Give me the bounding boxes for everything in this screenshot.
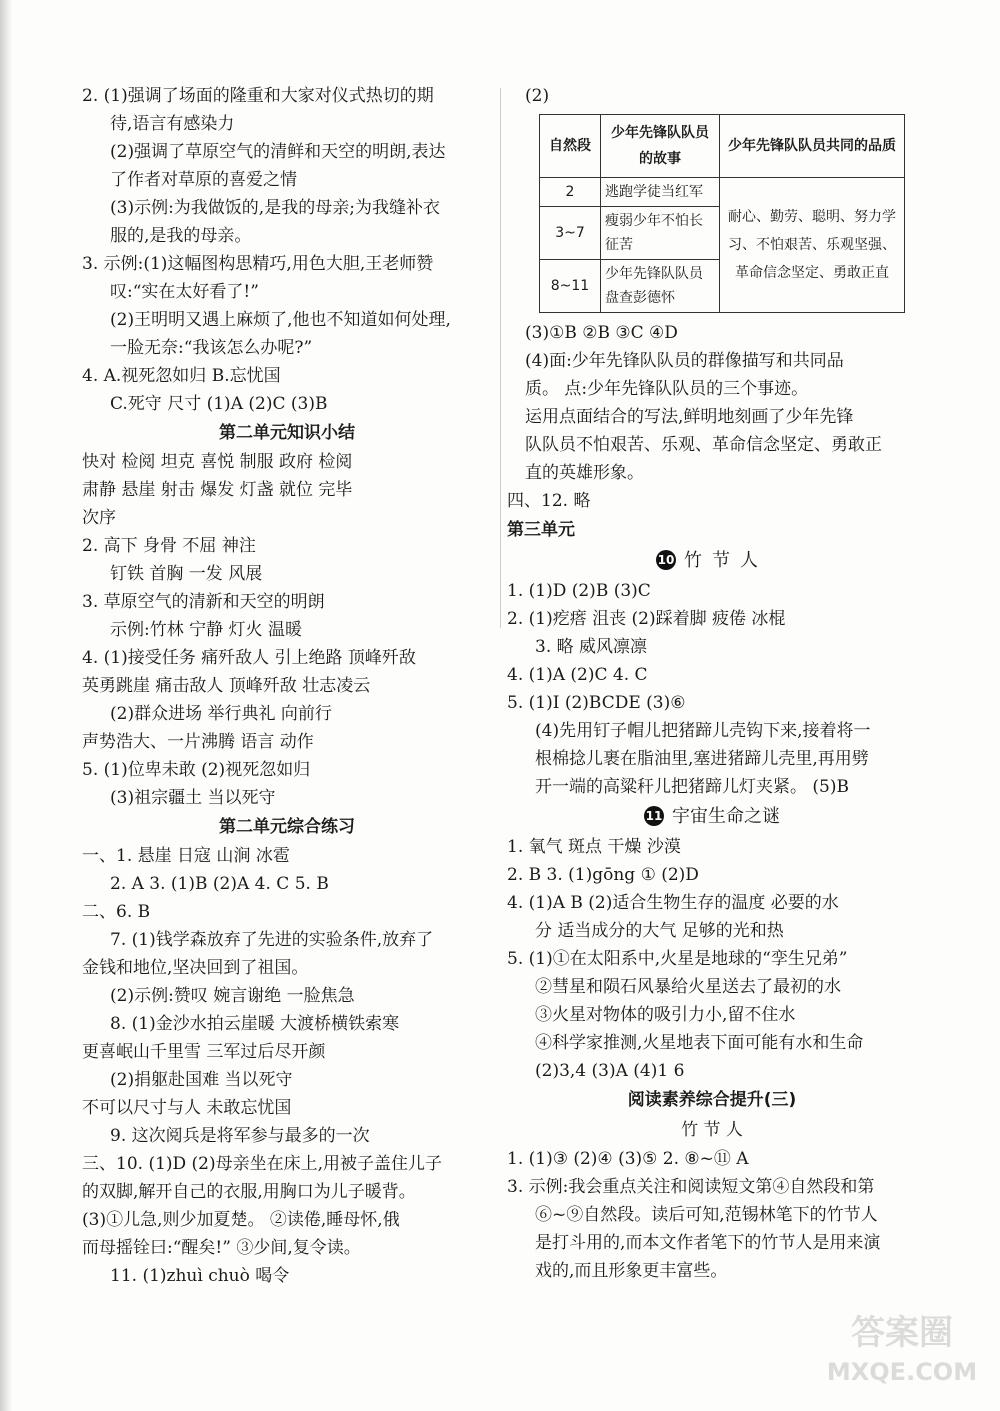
reading-subtitle: 竹 节 人 bbox=[681, 1120, 743, 1140]
text-line: 不可以尺寸与人 未敢忘忧国 bbox=[82, 1098, 292, 1118]
text-line: 3. 示例:(1)这幅图构思精巧,用色大胆,王老师赞 bbox=[82, 254, 434, 274]
text-line: 1. 氧气 斑点 干燥 沙漠 bbox=[507, 837, 681, 857]
unit2-practice-title: 第二单元综合练习 bbox=[219, 817, 355, 837]
watermark-logo bbox=[822, 1311, 982, 1401]
text-line: 8. (1)金沙水拍云崖暖 大渡桥横铁索寒 bbox=[110, 1014, 400, 1034]
table-cell: 8~11 bbox=[540, 260, 601, 313]
text-line: 待,语言有感染力 bbox=[110, 114, 235, 134]
text-line: 了作者对草原的喜爱之情 bbox=[110, 170, 297, 190]
text-line: 4. (1)A (2)C 4. C bbox=[507, 665, 648, 685]
text-line: 一、1. 悬崖 日寇 山涧 冰雹 bbox=[82, 846, 290, 866]
text-line: 次序 bbox=[82, 508, 116, 528]
text-line: 服的,是我的母亲。 bbox=[110, 226, 252, 246]
text-line: 3. 示例:我会重点关注和阅读短文第④自然段和第 bbox=[507, 1177, 875, 1197]
lesson10-answers bbox=[507, 577, 917, 801]
text-line: 三、10. (1)D (2)母亲坐在床上,用被子盖住儿子 bbox=[82, 1154, 443, 1174]
text-line: ⑥~⑨自然段。读后可知,范锡林笔下的竹节人 bbox=[535, 1205, 878, 1225]
text-line: 快对 检阅 坦克 喜悦 制服 政府 检阅 bbox=[82, 452, 353, 472]
text-line: 更喜岷山千里雪 三军过后尽开颜 bbox=[82, 1042, 326, 1062]
text-line: (4)先用钉子帽儿把猪蹄儿壳钩下来,接着将一 bbox=[535, 721, 871, 741]
unit2-practice bbox=[82, 842, 492, 1290]
text-line: (3)祖宗疆土 当以死守 bbox=[110, 788, 276, 808]
text-line: 1. (1)③ (2)④ (3)⑤ 2. ⑧~⑪ A bbox=[507, 1149, 749, 1169]
text-line: 分 适当成分的大气 足够的光和热 bbox=[535, 921, 784, 941]
text-line: 的双脚,解开自己的衣服,用胸口为儿子暖背。 bbox=[82, 1182, 416, 1202]
text-line: (2)示例:赞叹 婉言谢绝 一脸焦急 bbox=[110, 986, 355, 1006]
text-line: (2)捐躯赴国难 当以死守 bbox=[110, 1070, 293, 1090]
text-line: (2)3,4 (3)A (4)1 6 bbox=[535, 1061, 685, 1081]
table-cell: 2 bbox=[540, 178, 601, 207]
text-line: 钉铁 首胸 一发 风展 bbox=[110, 564, 263, 584]
text-line: ②彗星和陨石风暴给火星送去了最初的水 bbox=[535, 977, 841, 997]
text-line: 叹:“实在太好看了!” bbox=[110, 282, 259, 302]
text-line: 7. (1)钱学森放弃了先进的实验条件,放弃了 bbox=[110, 930, 434, 950]
text-line: 3. 略 威风凛凛 bbox=[535, 637, 648, 657]
unit2-summary-title: 第二单元知识小结 bbox=[219, 423, 355, 443]
table-cell: 瘦弱少年不怕长征苦 bbox=[601, 207, 720, 260]
text-line: 4. (1)A B (2)适合生物生存的温度 必要的水 bbox=[507, 893, 839, 913]
table-header: 自然段 bbox=[540, 115, 601, 178]
text-line: 1. (1)D (2)B (3)C bbox=[507, 581, 651, 601]
after-table bbox=[507, 319, 917, 515]
part-label: (2) bbox=[525, 86, 550, 106]
text-line: 5. (1)I (2)BCDE (3)⑥ bbox=[507, 693, 686, 713]
table-header: 少年先锋队队员共同的品质 bbox=[720, 115, 905, 178]
text-line: 是打斗用的,而本文作者笔下的竹节人是用来演 bbox=[535, 1233, 881, 1253]
text-line: 一脸无奈:“我该怎么办呢?” bbox=[110, 338, 313, 358]
text-line: 5. (1)①在太阳系中,火星是地球的“孪生兄弟” bbox=[507, 949, 848, 969]
text-line: 戏的,而且形象更丰富些。 bbox=[535, 1261, 728, 1281]
text-line: 运用点面结合的写法,鲜明地刻画了少年先锋 bbox=[525, 407, 854, 427]
text-line: (3)示例:为我做饭的,是我的母亲;为我缝补衣 bbox=[110, 198, 440, 218]
table-cell: 3~7 bbox=[540, 207, 601, 260]
answer-q2 bbox=[82, 82, 492, 250]
unit2-summary bbox=[82, 448, 492, 812]
text-line: 金钱和地位,坚决回到了祖国。 bbox=[82, 958, 309, 978]
text-line: 9. 这次阅兵是将军参与最多的一次 bbox=[110, 1126, 370, 1146]
reading-answers bbox=[507, 1145, 917, 1285]
text-line: (3)①B ②B ③C ④D bbox=[525, 323, 678, 343]
lesson11-title bbox=[507, 801, 917, 833]
left-column bbox=[82, 82, 492, 1290]
text-line: 根棉捻儿裹在脂油里,塞进猪蹄儿壳里,再用劈 bbox=[535, 749, 869, 769]
lesson11-answers bbox=[507, 833, 917, 1085]
text-line: 2. B 3. (1)gōng ① (2)D bbox=[507, 865, 699, 885]
text-line: 四、12. 略 bbox=[507, 491, 591, 511]
text-line: 4. (1)接受任务 痛歼敌人 引上绝路 顶峰歼敌 bbox=[82, 648, 416, 668]
text-line: 11. (1)zhuì chuò 喝令 bbox=[110, 1266, 290, 1286]
table-cell-quality: 耐心、勤劳、聪明、努力学习、不怕艰苦、乐观坚强、革命信念坚定、勇敢正直 bbox=[720, 178, 905, 313]
text-line: 5. (1)位卑未敢 (2)视死忽如归 bbox=[82, 760, 311, 780]
text-line: ③火星对物体的吸引力小,留不住水 bbox=[535, 1005, 796, 1025]
table-cell: 少年先锋队队员盘查彭德怀 bbox=[601, 260, 720, 313]
text-line: ④科学家推测,火星地表下面可能有水和生命 bbox=[535, 1033, 864, 1053]
table-header-row bbox=[540, 115, 905, 178]
lesson-title: 竹节人 bbox=[684, 550, 768, 571]
text-line: (2)王明明又遇上麻烦了,他也不知道如何处理, bbox=[110, 310, 451, 330]
text-line: 开一端的高粱秆儿把猪蹄儿灯夹紧。 (5)B bbox=[535, 777, 849, 797]
text-line: 队队员不怕艰苦、乐观、革命信念坚定、勇敢正 bbox=[525, 435, 882, 455]
text-line: 而母摇铨曰:“醒矣!” ③少间,复令读。 bbox=[82, 1238, 361, 1258]
answer-q4 bbox=[82, 362, 492, 418]
lesson10-title bbox=[507, 545, 917, 577]
text-line: 2. (1)疙瘩 沮丧 (2)踩着脚 疲倦 冰棍 bbox=[507, 609, 786, 629]
watermark-url: MXQE.COM bbox=[826, 1358, 978, 1386]
text-line: 质。 点:少年先锋队队员的三个事迹。 bbox=[525, 379, 809, 399]
text-line: 直的英雄形象。 bbox=[525, 463, 644, 483]
lesson-title: 宇宙生命之谜 bbox=[672, 806, 780, 827]
lesson-number-badge: 11 bbox=[644, 806, 664, 826]
text-line: 肃静 悬崖 射击 爆发 灯盏 就位 完毕 bbox=[82, 480, 353, 500]
story-table bbox=[539, 114, 905, 313]
text-line: (3)①儿急,则少加夏楚。 ②读倦,睡母怀,俄 bbox=[82, 1210, 400, 1230]
text-line: 2. 高下 身骨 不屈 神注 bbox=[82, 536, 256, 556]
text-line: (2)群众进场 举行典礼 向前行 bbox=[110, 704, 332, 724]
page-edge-shadow bbox=[0, 0, 12, 1411]
watermark-text: 答案圈 bbox=[851, 1313, 953, 1353]
text-line: (4)面:少年先锋队队员的群像描写和共同品 bbox=[525, 351, 844, 371]
table-row bbox=[540, 178, 905, 207]
text-line: 4. A.视死忽如归 B.忘忧国 bbox=[82, 366, 281, 386]
answer-q3 bbox=[82, 250, 492, 362]
text-line: C.死守 尺寸 (1)A (2)C (3)B bbox=[110, 394, 328, 414]
text-line: (2)强调了草原空气的清鲜和天空的明朗,表达 bbox=[110, 142, 446, 162]
text-line: 2. (1)强调了场面的隆重和大家对仪式热切的期 bbox=[82, 86, 434, 106]
text-line: 示例:竹林 宁静 灯火 温暖 bbox=[110, 620, 302, 640]
table-cell: 逃跑学徒当红军 bbox=[601, 178, 720, 207]
text-line: 二、6. B bbox=[82, 902, 151, 922]
right-column bbox=[507, 82, 917, 1285]
reading-title: 阅读素养综合提升(三) bbox=[627, 1090, 797, 1110]
text-line: 3. 草原空气的清新和天空的明朗 bbox=[82, 592, 325, 612]
unit3-title: 第三单元 bbox=[507, 520, 575, 540]
table-header: 少年先锋队队员的故事 bbox=[601, 115, 720, 178]
lesson-number-badge: 10 bbox=[656, 550, 676, 570]
text-line: 声势浩大、一片沸腾 语言 动作 bbox=[82, 732, 314, 752]
text-line: 英勇跳崖 痛击敌人 顶峰歼敌 壮志凌云 bbox=[82, 676, 371, 696]
text-line: 2. A 3. (1)B (2)A 4. C 5. B bbox=[110, 874, 329, 894]
column-divider bbox=[500, 88, 501, 628]
